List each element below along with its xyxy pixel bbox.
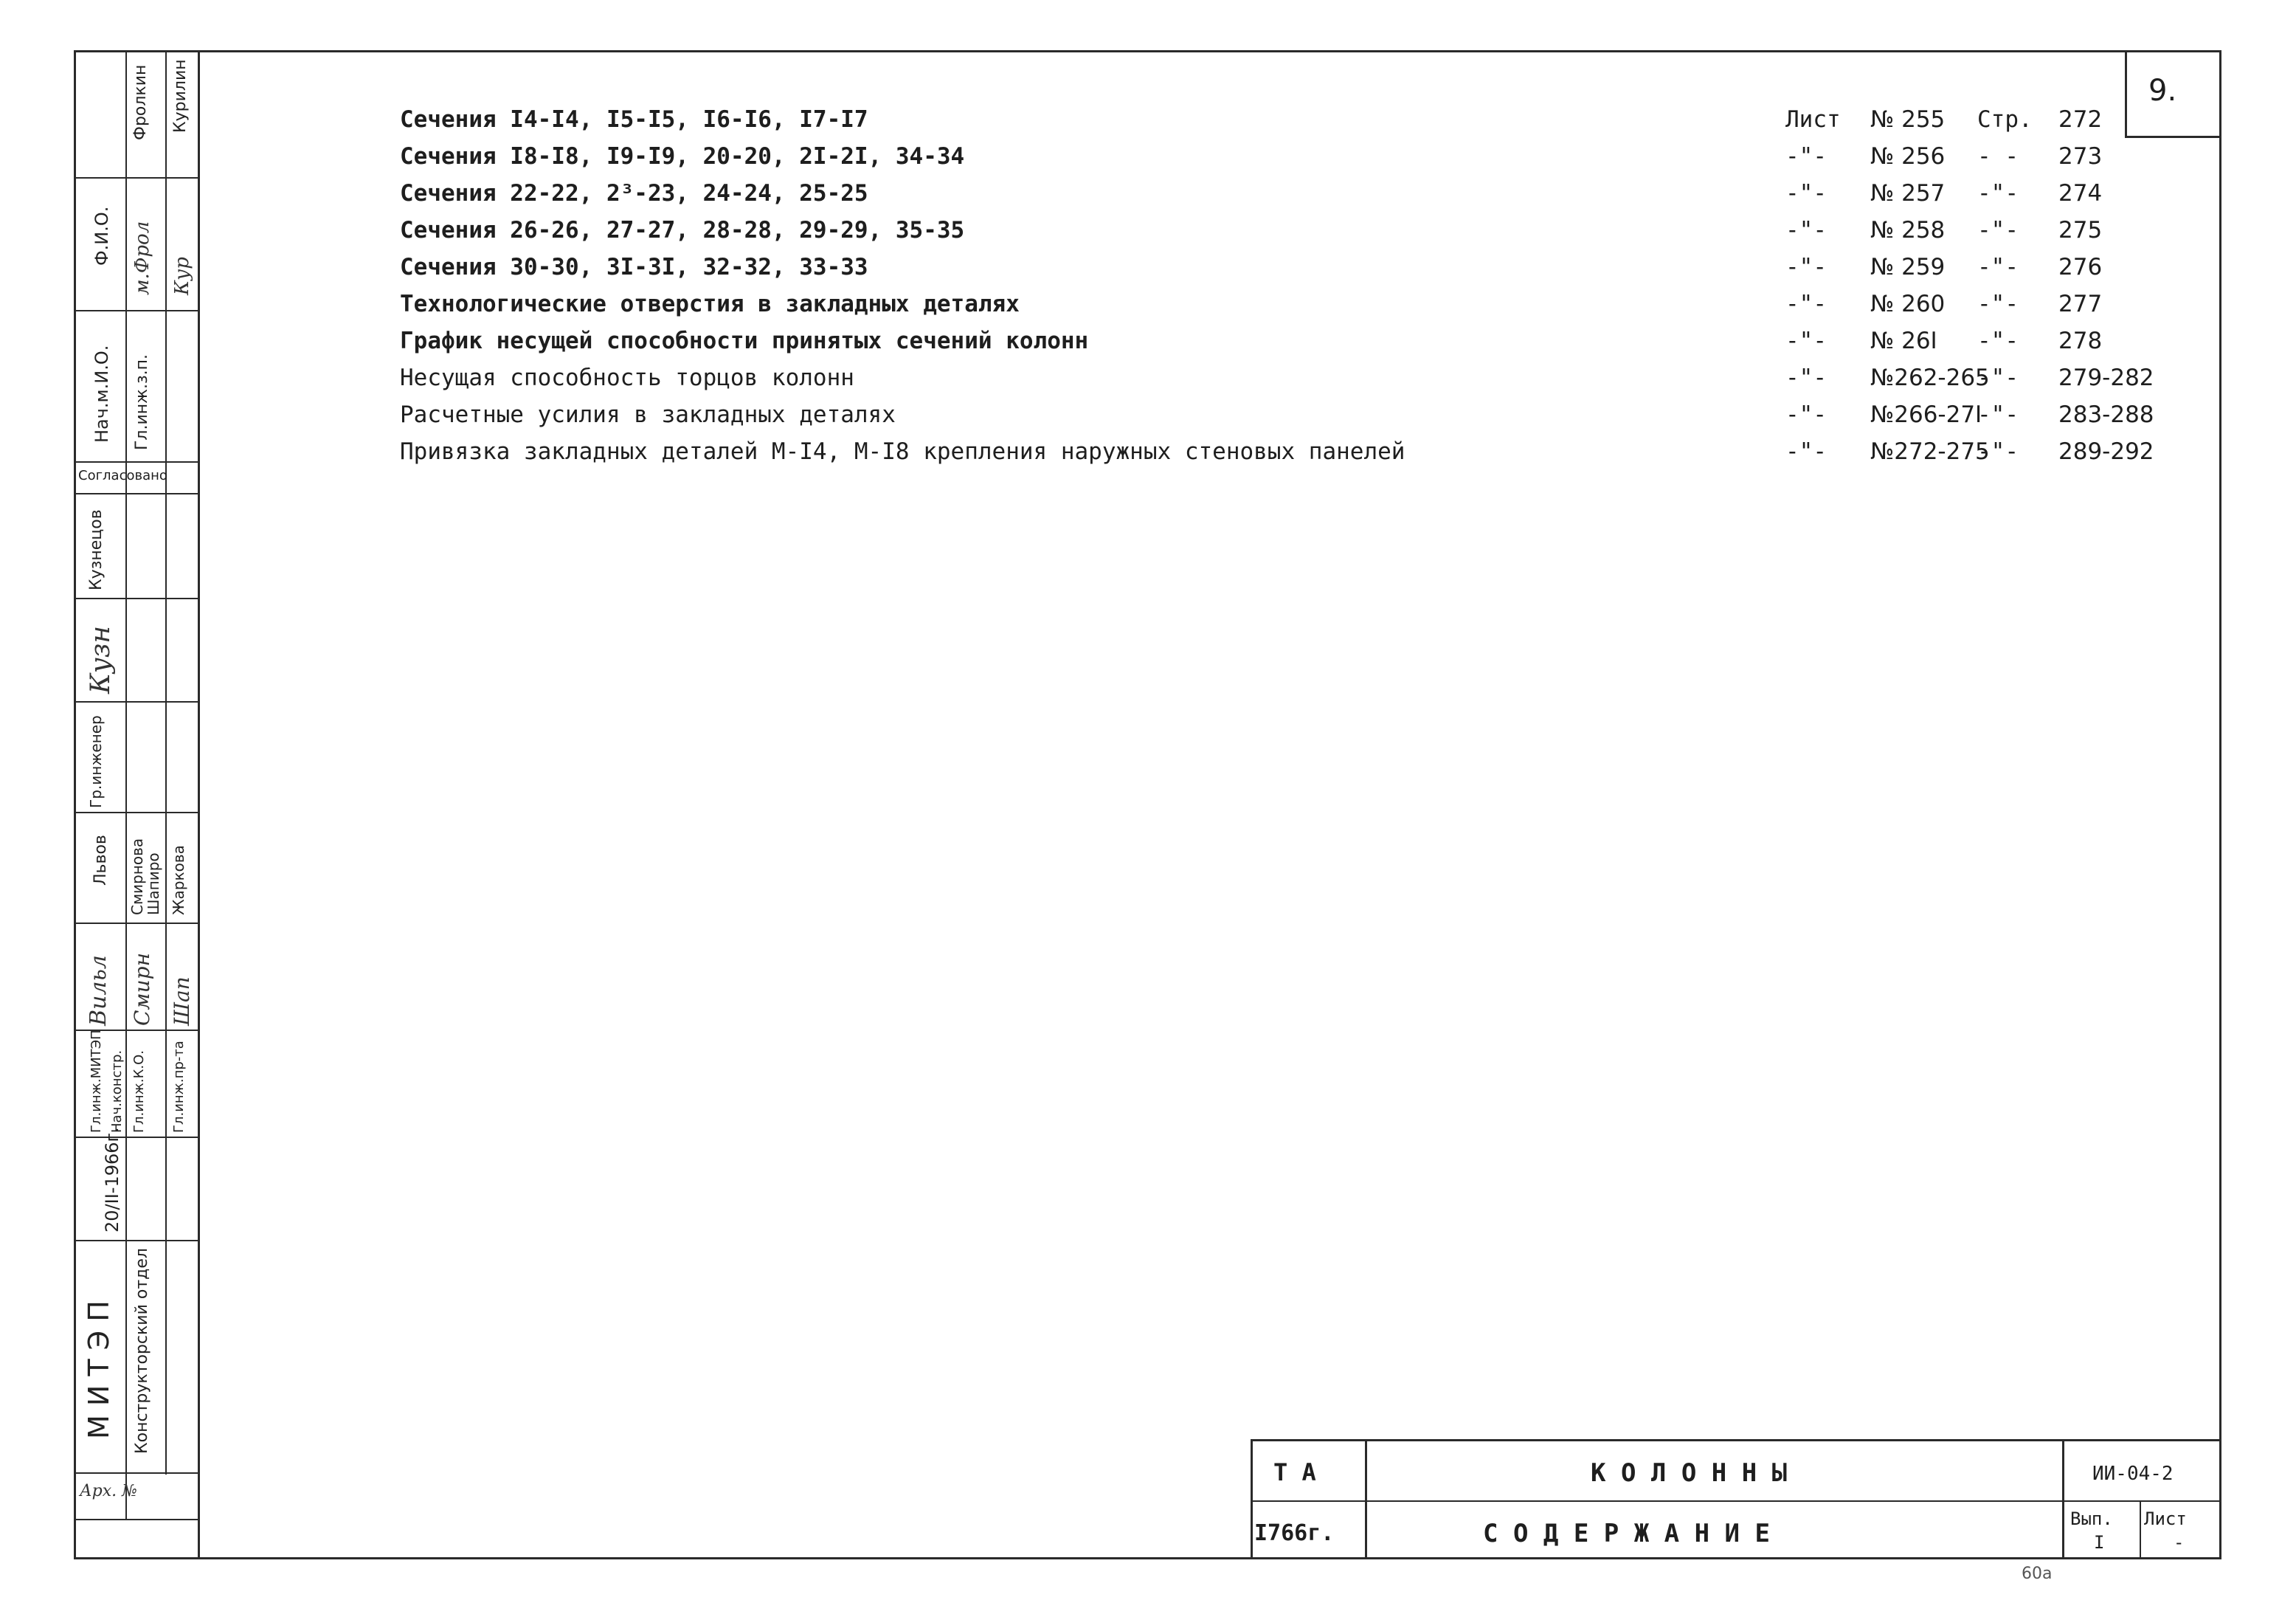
contents-sheet: № 258 xyxy=(1870,217,1946,244)
stamp-sep-13 xyxy=(74,1519,199,1520)
stamp-name-1: Фролкин xyxy=(131,64,150,140)
contents-sheet-label: Лист xyxy=(1785,106,1841,133)
contents-title: Несущая способность торцов колонн xyxy=(400,365,854,391)
contents-sheet: №272-275 xyxy=(1870,438,1990,465)
contents-row xyxy=(0,291,2140,328)
contents-page-label: -"- xyxy=(1977,438,2019,465)
stamp-sep-5 xyxy=(74,598,199,599)
stamp-signature-3: Кузн xyxy=(86,625,116,694)
stamp-name-3: Кузнецов xyxy=(87,509,106,590)
stamp-signature-6: Шап xyxy=(170,976,194,1026)
title-block-mid xyxy=(1251,1500,2221,1502)
stamp-dept: Конструкторский отдел xyxy=(133,1248,151,1454)
contents-title: Сечения 30-30, 3I-3I, 32-32, 33-33 xyxy=(400,254,868,280)
contents-sheet-label: -"- xyxy=(1785,217,1827,244)
contents-row xyxy=(0,143,2140,180)
contents-page-label: - - xyxy=(1977,143,2019,170)
contents-sheet: № 259 xyxy=(1870,254,1946,280)
frame-top-line xyxy=(74,50,2221,52)
contents-page-label: -"- xyxy=(1977,401,2019,428)
stamp-sep-11 xyxy=(74,1240,199,1241)
contents-row xyxy=(0,365,2154,401)
contents-sheet-label: -"- xyxy=(1785,291,1827,317)
contents-title: Сечения 22-22, 2³-23, 24-24, 25-25 xyxy=(400,180,868,207)
contents-page: 277 xyxy=(2058,291,2103,317)
stamp-role-4: Нач.констр. xyxy=(109,1049,125,1133)
contents-title: Сечения 26-26, 27-27, 28-28, 29-29, 35-35 xyxy=(400,217,965,244)
stamp-sep-4 xyxy=(74,493,199,494)
footer-note: 60а xyxy=(2022,1565,2053,1583)
contents-row xyxy=(0,254,2140,291)
title-block-top xyxy=(1251,1439,2221,1441)
stamp-signature-2: Кур xyxy=(171,257,193,295)
stamp-role-6: Гл.инж.пр-та xyxy=(171,1041,187,1133)
sheet-label: Лист xyxy=(2144,1508,2187,1529)
contents-row xyxy=(0,217,2140,254)
stamp-sep-10 xyxy=(74,1137,199,1138)
contents-page: 283-288 xyxy=(2058,401,2154,428)
stamp-date: 20/II-1966г. xyxy=(102,1127,122,1232)
contents-row xyxy=(0,328,2140,365)
stamp-header-fio: Ф.И.О. xyxy=(91,206,112,266)
contents-title: Расчетные усилия в закладных деталях xyxy=(400,401,896,428)
frame-bottom-line xyxy=(74,1557,2221,1559)
stamp-name-6: Смирнова xyxy=(128,838,146,915)
contents-page: 289-292 xyxy=(2058,438,2154,465)
contents-sheet-label: -"- xyxy=(1785,143,1827,170)
title-block-div-3 xyxy=(2140,1500,2141,1559)
stamp-sep-12 xyxy=(74,1472,199,1474)
stamp-role-5: Гл.инж.К.О. xyxy=(131,1050,147,1133)
contents-sheet: №266-27I xyxy=(1870,401,1982,428)
stamp-name-8: Жаркова xyxy=(170,845,187,915)
doc-subtitle: С О Д Е Р Ж А Н И Е xyxy=(1483,1519,1770,1548)
contents-sheet-label: -"- xyxy=(1785,365,1827,391)
contents-page: 274 xyxy=(2058,180,2103,207)
stamp-approval-label: Согласовано xyxy=(78,468,167,483)
stamp-sep-8 xyxy=(74,923,199,924)
contents-title: Сечения I4-I4, I5-I5, I6-I6, I7-I7 xyxy=(400,106,868,133)
contents-sheet-label: -"- xyxy=(1785,328,1827,354)
contents-page: 276 xyxy=(2058,254,2103,280)
page-number: 9. xyxy=(2148,74,2177,108)
stamp-name-4: Гр.инженер xyxy=(87,715,105,808)
title-block-left xyxy=(1251,1439,1253,1559)
stamp-name-2: Курилин xyxy=(171,59,190,133)
contents-row xyxy=(0,401,2154,438)
doc-code: ИИ-04-2 xyxy=(2092,1463,2174,1485)
contents-page-label: -"- xyxy=(1977,365,2019,391)
series-code: Т А xyxy=(1273,1458,1316,1486)
contents-row xyxy=(0,438,2154,475)
contents-sheet-label: -"- xyxy=(1785,438,1827,465)
issue-value: I xyxy=(2094,1532,2105,1553)
contents-page: 272 xyxy=(2058,106,2103,133)
contents-page-label: -"- xyxy=(1977,254,2019,280)
contents-sheet: № 257 xyxy=(1870,180,1946,207)
contents-sheet: № 260 xyxy=(1870,291,1946,317)
contents-page-label: Стр. xyxy=(1977,106,2033,133)
sheet-value: - xyxy=(2174,1532,2185,1553)
contents-page-label: -"- xyxy=(1977,328,2019,354)
stamp-signature-1: м.Фрол xyxy=(131,221,153,295)
contents-page: 278 xyxy=(2058,328,2103,354)
contents-sheet: № 256 xyxy=(1870,143,1946,170)
title-block-div-1 xyxy=(1365,1439,1367,1559)
contents-page: 279-282 xyxy=(2058,365,2154,391)
frame-right-line xyxy=(2219,50,2221,1559)
stamp-org: М И Т Э П xyxy=(83,1300,115,1439)
issue-label: Вып. xyxy=(2070,1508,2113,1529)
stamp-role-2: Гл.инж.з.п. xyxy=(133,354,151,450)
stamp-archive-label: Арх. № xyxy=(80,1482,137,1500)
stamp-name-7: Шапиро xyxy=(145,852,162,915)
contents-sheet: № 255 xyxy=(1870,106,1946,133)
doc-title: К О Л О Н Н Ы xyxy=(1591,1458,1788,1488)
contents-title: Сечения I8-I8, I9-I9, 20-20, 2I-2I, 34-34 xyxy=(400,143,965,170)
contents-page-label: -"- xyxy=(1977,291,2019,317)
stamp-name-5: Львов xyxy=(91,835,110,886)
contents-sheet-label: -"- xyxy=(1785,180,1827,207)
contents-row xyxy=(0,180,2140,217)
contents-title: График несущей способности принятых сечений колонн xyxy=(400,328,1089,354)
contents-row xyxy=(0,106,2140,143)
contents-title: Технологические отверстия в закладных деталях xyxy=(400,291,1020,317)
contents-page-label: -"- xyxy=(1977,180,2019,207)
stamp-signature-5: Смирн xyxy=(130,952,154,1026)
contents-page: 273 xyxy=(2058,143,2103,170)
year: I766г. xyxy=(1254,1520,1335,1546)
contents-sheet: №262-265 xyxy=(1870,365,1990,391)
contents-page: 275 xyxy=(2058,217,2103,244)
stamp-role-1: Нач.м.И.О. xyxy=(91,345,112,443)
contents-page-label: -"- xyxy=(1977,217,2019,244)
contents-sheet-label: -"- xyxy=(1785,254,1827,280)
contents-title: Привязка закладных деталей М-I4, М-I8 крепления наружных стеновых панелей xyxy=(400,438,1405,465)
title-block-div-2 xyxy=(2062,1439,2064,1559)
stamp-signature-4: Вильл xyxy=(86,955,111,1026)
contents-sheet-label: -"- xyxy=(1785,401,1827,428)
stamp-sep-6 xyxy=(74,701,199,703)
stamp-sep-7 xyxy=(74,812,199,813)
contents-sheet: № 26I xyxy=(1870,328,1937,354)
stamp-role-3: Гл.инж.МИТЭП xyxy=(89,1030,104,1133)
